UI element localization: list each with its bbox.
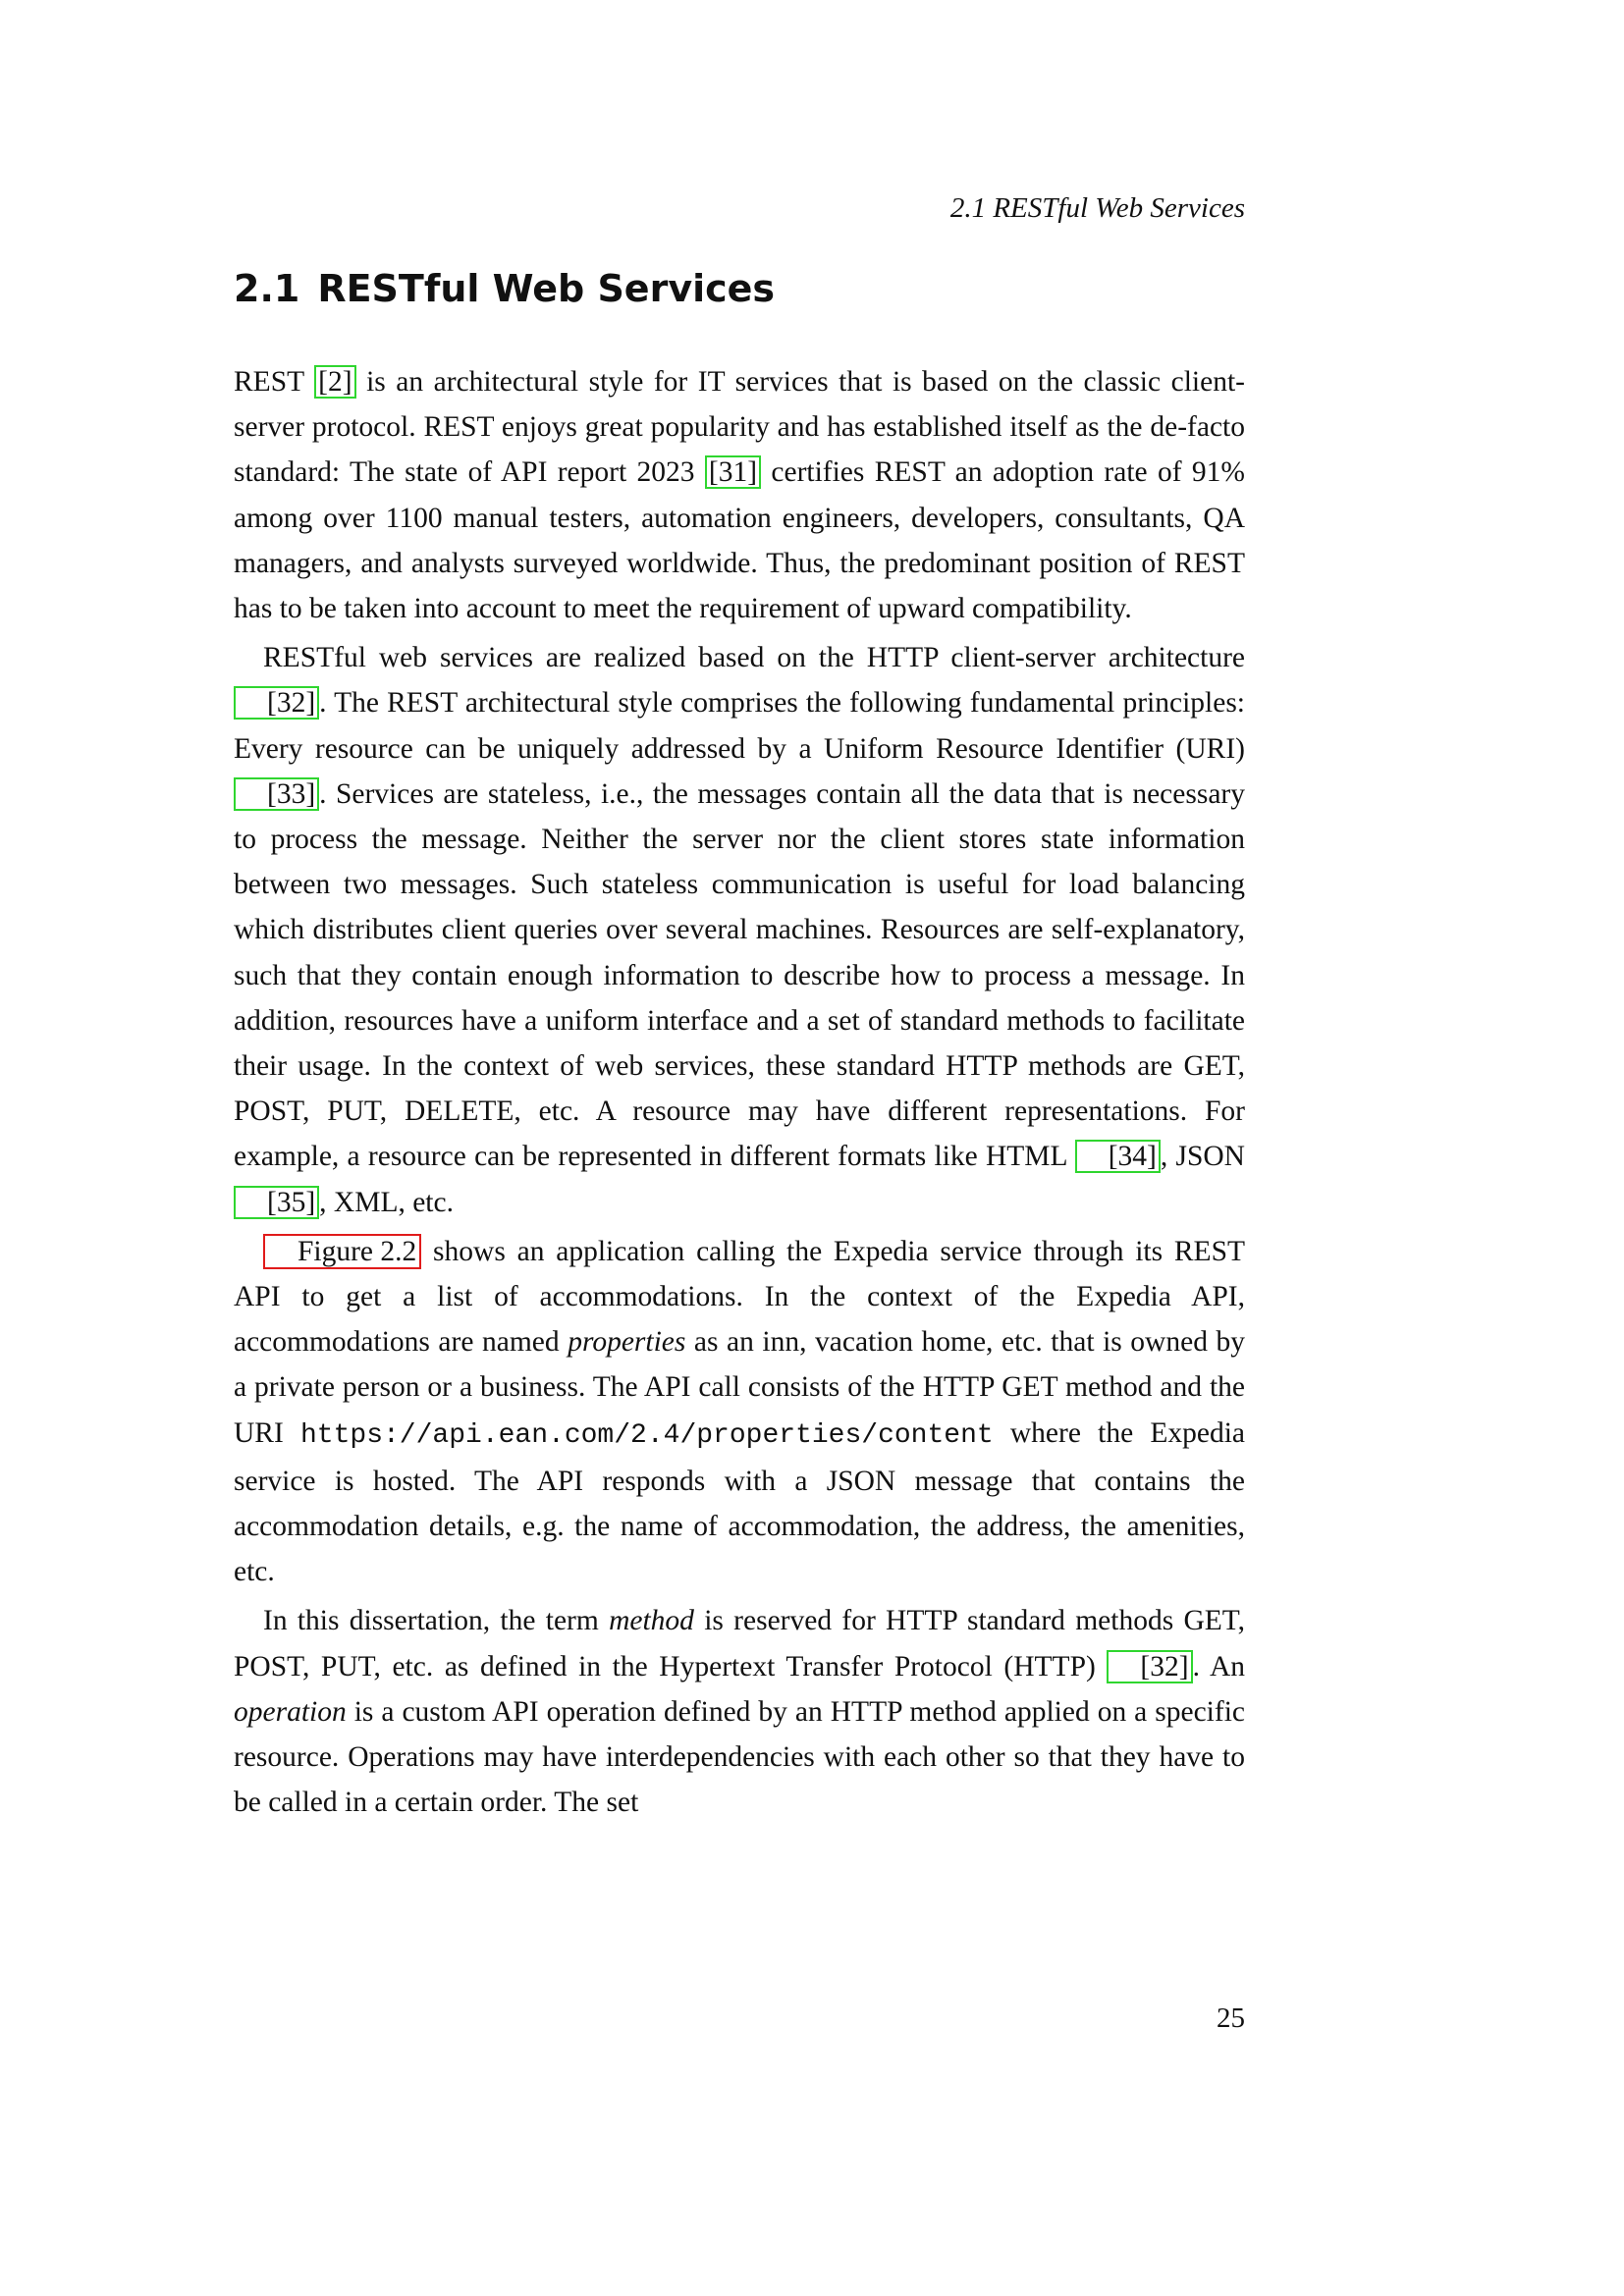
citation-link[interactable]: [33] bbox=[234, 777, 319, 811]
emphasis-text: operation bbox=[234, 1695, 347, 1728]
citation-link[interactable]: [32] bbox=[234, 686, 319, 720]
section-title-text: RESTful Web Services bbox=[317, 267, 776, 310]
text-run: REST bbox=[234, 366, 315, 398]
text-run: where the Expedia service is hosted. The API responds with a JSON message that contains the accommodation details, e.g. the name of accommodation, the address, the amenities, etc. bbox=[234, 1416, 1245, 1588]
text-run: . Services are stateless, i.e., the messages contain all the data that is necessary to process the message. Neither the server nor the client stores state information between two messages. Such stateless communication is useful for load balancing which distributes client queries over several machines. Resources are self-explanatory, such that they contain enough information to describe how to process a message. In addition, resources have a uniform interface and a set of standard methods to facilitate their usage. In the context of web services, these standard HTTP methods are GET, POST, PUT, DELETE, etc. A resource may have different representations. For example, a resource can be represented in different formats like HTML bbox=[234, 777, 1245, 1173]
text-run: RESTful web services are realized based on the HTTP client-server architecture bbox=[263, 642, 1245, 674]
paragraph-3 bbox=[234, 1229, 1245, 1595]
text-run: shows an application calling the Expedia service through its REST API to get a list of accommodations. In the context of the Expedia API, accommodations are named bbox=[234, 1235, 1245, 1359]
emphasis-text: method bbox=[609, 1605, 694, 1637]
text-run: is a custom API operation defined by an HTTP method applied on a specific resource. Operations may have interdependencies with each other so that they have to be called in a certain order. The set bbox=[234, 1695, 1245, 1819]
citation-link[interactable]: [34] bbox=[1075, 1140, 1161, 1173]
code-uri: https://api.ean.com/2.4/properties/content bbox=[299, 1419, 994, 1451]
citation-link[interactable]: [32] bbox=[1107, 1650, 1192, 1683]
section-number: 2.1 bbox=[234, 267, 300, 310]
text-run: is an architectural style for IT services that is based on the classic client-server protocol. REST enjoys great popularity and has established itself as the de-facto standard: The state of API report 2023 bbox=[234, 366, 1245, 489]
body-text bbox=[234, 359, 1245, 1830]
figure-reference-link[interactable]: Figure 2.2 bbox=[263, 1234, 421, 1269]
text-run: as an inn, vacation home, etc. that is owned by a private person or a business. The API call consists of the HTTP GET method and the URI bbox=[234, 1326, 1245, 1449]
text-run: is reserved for HTTP standard methods GET, POST, PUT, etc. as defined in the Hypertext Transfer Protocol (HTTP) bbox=[234, 1605, 1245, 1682]
paragraph-2 bbox=[234, 635, 1245, 1225]
text-run: . The REST architectural style comprises the following fundamental principles: Every resource can be uniquely addressed by a Uniform Resource Identifier (URI) bbox=[234, 687, 1245, 765]
citation-link[interactable]: [31] bbox=[705, 455, 761, 489]
text-run: , JSON bbox=[1160, 1141, 1245, 1173]
text-run: . An bbox=[1192, 1650, 1245, 1682]
paragraph-4 bbox=[234, 1598, 1245, 1825]
text-run: In this dissertation, the term bbox=[263, 1605, 610, 1637]
page-number: 25 bbox=[1217, 2002, 1245, 2034]
citation-link[interactable]: [35] bbox=[234, 1186, 319, 1219]
paragraph-1 bbox=[234, 359, 1245, 631]
section-heading bbox=[234, 267, 775, 310]
running-header: 2.1 RESTful Web Services bbox=[949, 192, 1245, 224]
text-run: certifies REST an adoption rate of 91% among over 1100 manual testers, automation engineers, developers, consultants, QA managers, and analysts surveyed worldwide. Thus, the predominant position of REST has to be taken into account to meet the requirement of upward compatibility. bbox=[234, 456, 1245, 625]
text-run: , XML, etc. bbox=[319, 1186, 454, 1218]
emphasis-text: properties bbox=[568, 1326, 686, 1359]
citation-link[interactable]: [2] bbox=[314, 365, 355, 399]
